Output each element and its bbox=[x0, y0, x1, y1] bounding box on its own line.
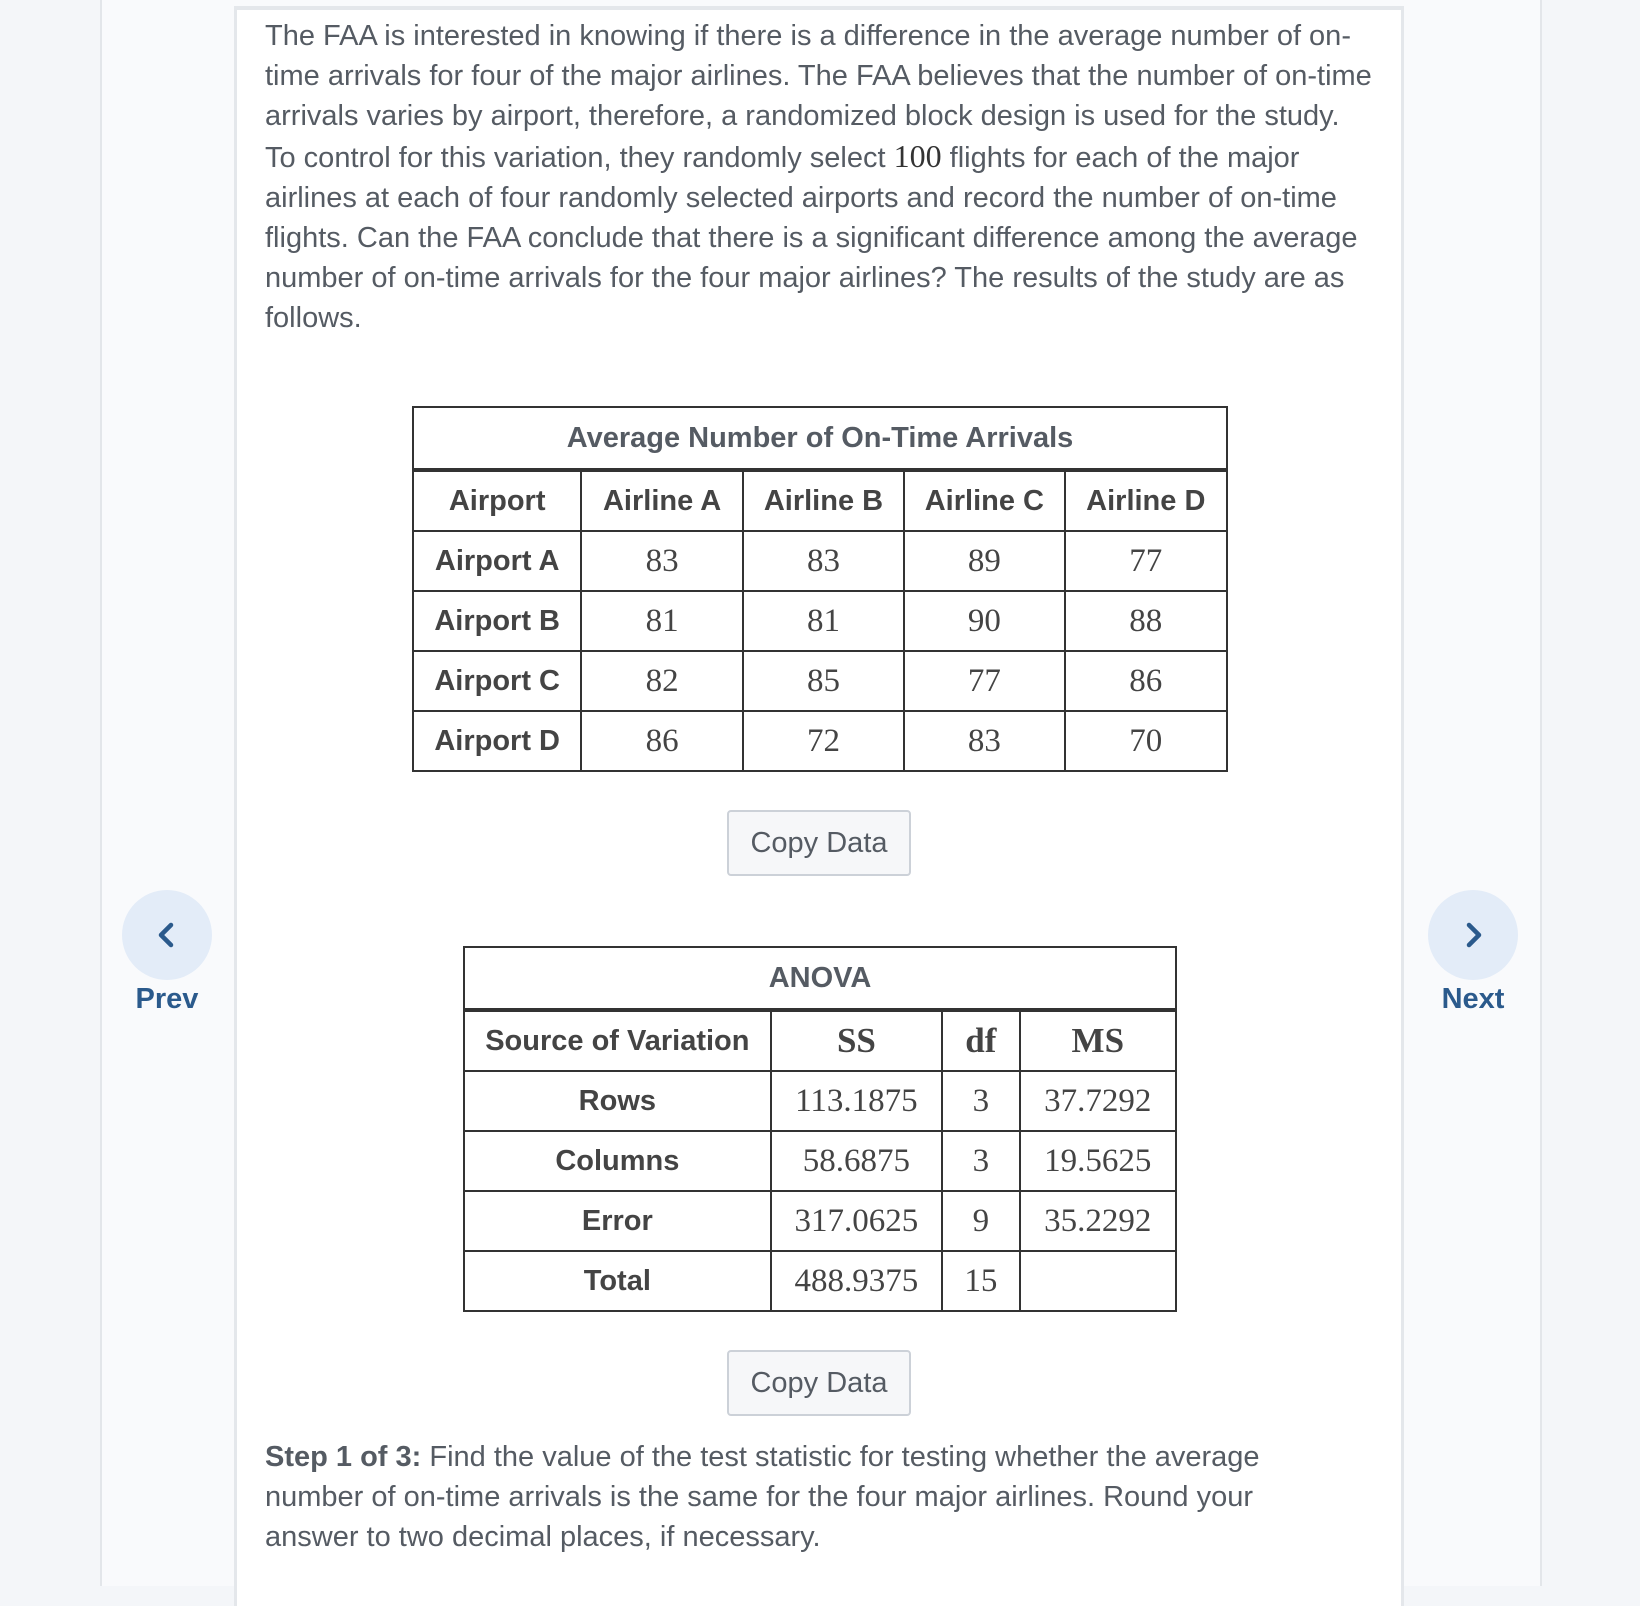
step-instructions bbox=[265, 1437, 1345, 1557]
table-row bbox=[464, 1251, 1176, 1311]
row-label: Airport A bbox=[413, 531, 581, 591]
table-cell: 488.9375 bbox=[771, 1251, 942, 1311]
table-cell: 113.1875 bbox=[771, 1071, 942, 1131]
arrivals-header-airline-a: Airline A bbox=[581, 470, 742, 531]
table-cell: 35.2292 bbox=[1020, 1191, 1176, 1251]
table-cell: 88 bbox=[1065, 591, 1227, 651]
table-cell: 86 bbox=[581, 711, 742, 771]
table-cell: 81 bbox=[743, 591, 904, 651]
table-cell: 89 bbox=[904, 531, 1064, 591]
step-text: Find the value of the test statistic for testing whether the average number of on-time arrivals is the same for the four major airlines. Round your answer to two decimal places, if necessary. bbox=[265, 1441, 1260, 1553]
table-cell: 77 bbox=[904, 651, 1064, 711]
flight-count: 100 bbox=[893, 138, 942, 174]
question-text-before: The FAA is interested in knowing if there is a difference in the average number of on-time arrivals for four of the major airlines. The FAA believes that the number of on-time arrivals varies by airport, therefore, a randomized block design is used for the study. To control for this variation, they randomly select bbox=[265, 20, 1372, 174]
table-row bbox=[413, 531, 1227, 591]
chevron-left-icon bbox=[152, 920, 182, 950]
table-cell bbox=[1020, 1251, 1176, 1311]
table-row bbox=[413, 591, 1227, 651]
table-cell: 3 bbox=[942, 1071, 1019, 1131]
prev-button[interactable] bbox=[122, 890, 212, 980]
table-cell: 82 bbox=[581, 651, 742, 711]
next-button[interactable] bbox=[1428, 890, 1518, 980]
table-row bbox=[464, 1071, 1176, 1131]
step-label: Step 1 of 3: bbox=[265, 1441, 422, 1473]
table-cell: 15 bbox=[942, 1251, 1019, 1311]
chevron-right-icon bbox=[1458, 920, 1488, 950]
table-cell: 70 bbox=[1065, 711, 1227, 771]
copy-data-button[interactable]: Copy Data bbox=[727, 1350, 911, 1416]
table-cell: 83 bbox=[581, 531, 742, 591]
anova-header-df: df bbox=[942, 1010, 1019, 1071]
prev-label[interactable]: Prev bbox=[135, 983, 199, 1015]
row-label: Total bbox=[464, 1251, 771, 1311]
row-label: Columns bbox=[464, 1131, 771, 1191]
arrivals-header-airline-c: Airline C bbox=[904, 470, 1064, 531]
row-label: Airport D bbox=[413, 711, 581, 771]
anova-header-ss: SS bbox=[771, 1010, 942, 1071]
copy-data-button[interactable]: Copy Data bbox=[727, 810, 911, 876]
arrivals-header-airline-d: Airline D bbox=[1065, 470, 1227, 531]
table-cell: 83 bbox=[743, 531, 904, 591]
table-cell: 58.6875 bbox=[771, 1131, 942, 1191]
anova-header-ms: MS bbox=[1020, 1010, 1176, 1071]
arrivals-table bbox=[412, 406, 1228, 772]
table-cell: 86 bbox=[1065, 651, 1227, 711]
arrivals-table-caption: Average Number of On-Time Arrivals bbox=[413, 407, 1227, 470]
row-label: Airport B bbox=[413, 591, 581, 651]
anova-table-caption: ANOVA bbox=[464, 947, 1176, 1010]
table-cell: 19.5625 bbox=[1020, 1131, 1176, 1191]
arrivals-header-airline-b: Airline B bbox=[743, 470, 904, 531]
table-row bbox=[413, 711, 1227, 771]
table-cell: 72 bbox=[743, 711, 904, 771]
row-label: Rows bbox=[464, 1071, 771, 1131]
table-cell: 77 bbox=[1065, 531, 1227, 591]
next-label[interactable]: Next bbox=[1441, 983, 1505, 1015]
table-row bbox=[464, 1131, 1176, 1191]
anova-header-source: Source of Variation bbox=[464, 1010, 771, 1071]
table-row bbox=[464, 1191, 1176, 1251]
question-text bbox=[265, 16, 1375, 338]
table-cell: 83 bbox=[904, 711, 1064, 771]
table-row bbox=[413, 651, 1227, 711]
table-cell: 9 bbox=[942, 1191, 1019, 1251]
table-cell: 37.7292 bbox=[1020, 1071, 1176, 1131]
row-label: Error bbox=[464, 1191, 771, 1251]
question-text-after: flights for each of the major airlines at each of four randomly selected airports and record the number of on-time flights. Can the FAA conclude that there is a significant difference among the average number of on-time arrivals for the four major airlines? The results of the study are as follows. bbox=[265, 142, 1358, 334]
row-label: Airport C bbox=[413, 651, 581, 711]
table-cell: 81 bbox=[581, 591, 742, 651]
table-cell: 317.0625 bbox=[771, 1191, 942, 1251]
table-cell: 3 bbox=[942, 1131, 1019, 1191]
table-cell: 90 bbox=[904, 591, 1064, 651]
table-cell: 85 bbox=[743, 651, 904, 711]
left-gutter bbox=[0, 0, 100, 1586]
arrivals-header-airport: Airport bbox=[413, 470, 581, 531]
anova-table bbox=[463, 946, 1177, 1312]
